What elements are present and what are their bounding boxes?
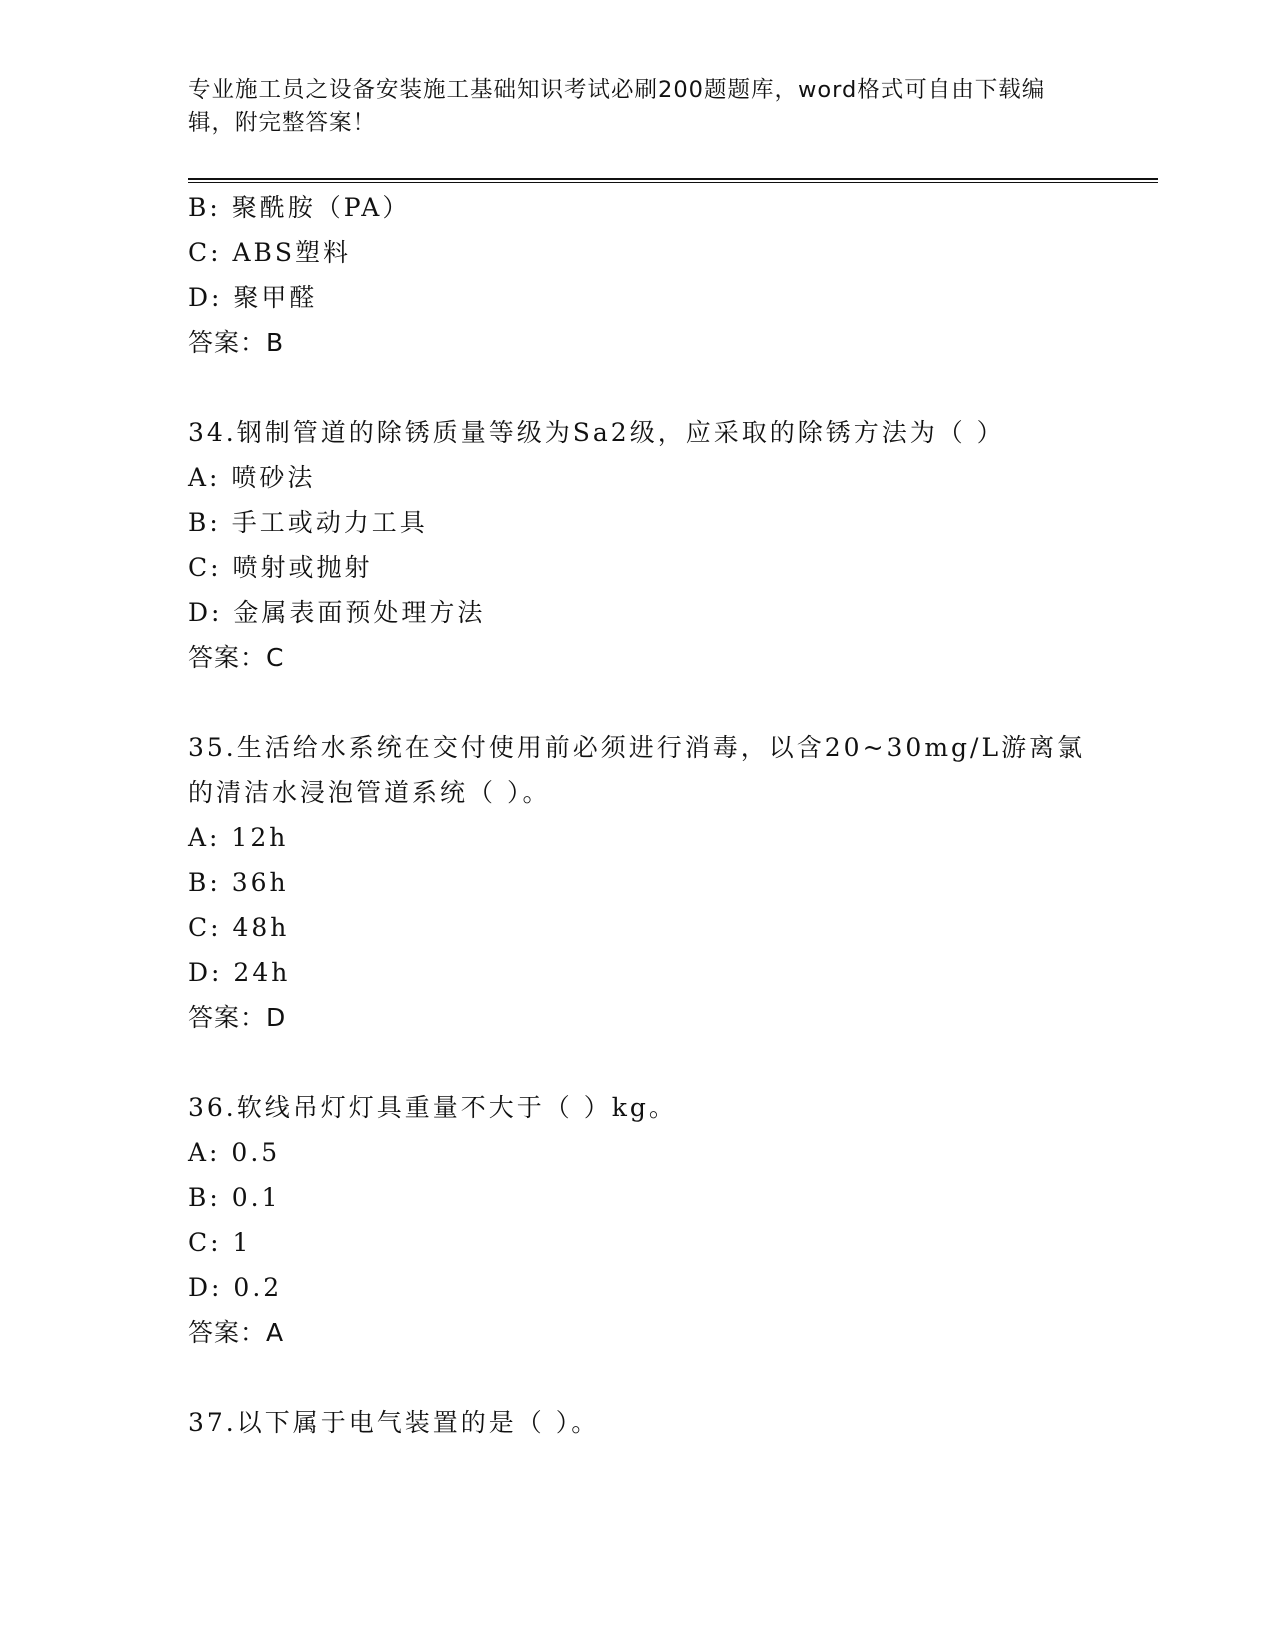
question-36: 36.软线吊灯灯具重量不大于（ ）kg。 <box>188 1093 677 1122</box>
header-rule-thin <box>188 182 1158 183</box>
option-d: D: 金属表面预处理方法 <box>188 598 486 627</box>
option-d: D: 0.2 <box>188 1273 283 1302</box>
question-35-cont: 的清洁水浸泡管道系统（ ）。 <box>188 778 551 807</box>
option-a: A: 0.5 <box>188 1138 281 1167</box>
document-header: 专业施工员之设备安装施工基础知识考试必刷200题题库，word格式可自由下载编辑，附完整答案！ <box>188 77 1046 136</box>
option-b: B: 0.1 <box>188 1183 281 1212</box>
option-b: B: 手工或动力工具 <box>188 508 428 537</box>
answer-line: 答案：A <box>188 1318 285 1347</box>
option-b: B: 36h <box>188 868 289 897</box>
option-c: C: ABS塑料 <box>188 238 352 267</box>
answer-line: 答案：B <box>188 328 285 357</box>
option-c: C: 48h <box>188 913 290 942</box>
question-37: 37.以下属于电气装置的是（ ）。 <box>188 1408 600 1437</box>
option-c: C: 喷射或抛射 <box>188 553 373 582</box>
answer-line: 答案：D <box>188 1003 287 1032</box>
question-35: 35.生活给水系统在交付使用前必须进行消毒，以含20~30mg/L游离氯 <box>188 733 1086 762</box>
option-d: D: 24h <box>188 958 291 987</box>
option-a: A: 12h <box>188 823 289 852</box>
option-a: A: 喷砂法 <box>188 463 316 492</box>
option-b: B: 聚酰胺（PA） <box>188 193 411 222</box>
header-rule-thick <box>188 178 1158 180</box>
answer-line: 答案：C <box>188 643 285 672</box>
option-c: C: 1 <box>188 1228 252 1257</box>
option-d: D: 聚甲醛 <box>188 283 318 312</box>
question-34: 34.钢制管道的除锈质量等级为Sa2级，应采取的除锈方法为（ ） <box>188 418 1005 447</box>
